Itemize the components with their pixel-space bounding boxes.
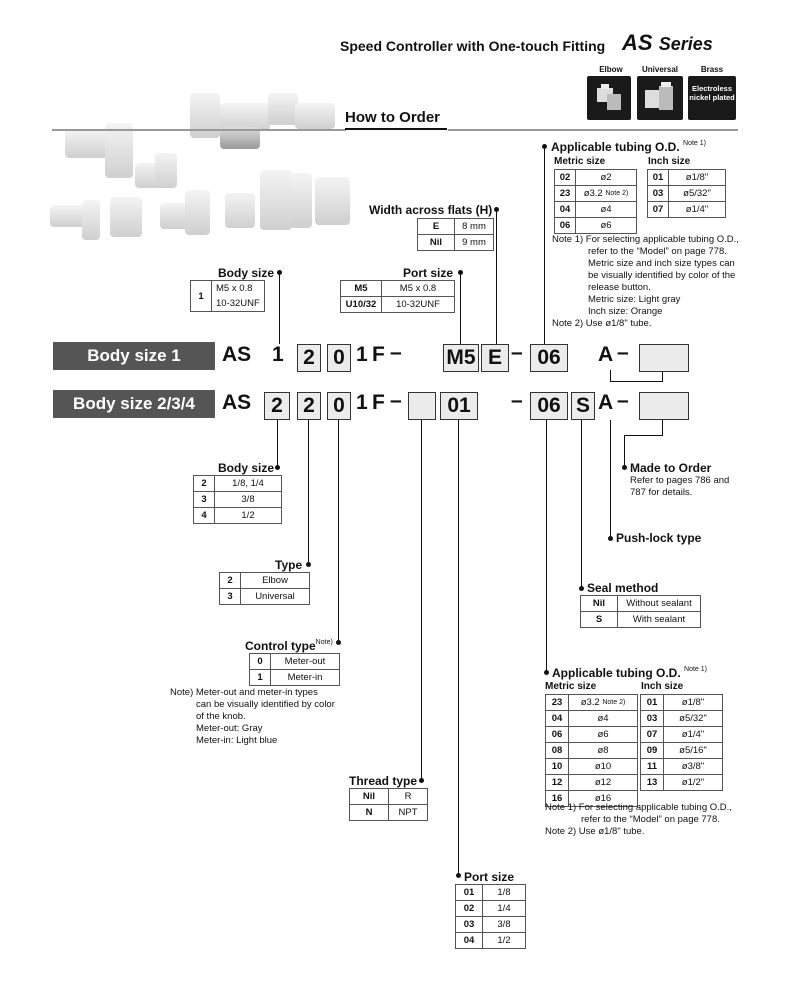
control-key: 1 bbox=[250, 670, 271, 686]
body-size-val: 1/8, 1/4 bbox=[215, 476, 282, 492]
tubing-note-sup: Note 2) bbox=[605, 190, 629, 197]
control-val: Meter-in bbox=[271, 670, 340, 686]
series-word: Series bbox=[658, 34, 713, 54]
note-line: Note 2) Use ø1/8" tube. bbox=[552, 318, 652, 329]
made-to-order-text bbox=[630, 475, 729, 499]
body-size-1-table bbox=[190, 280, 265, 312]
tubing-val: ø10 bbox=[569, 759, 638, 775]
tubing-key: 04 bbox=[555, 202, 576, 218]
type-val: Universal bbox=[241, 589, 310, 605]
tubing-2-metric-title: Metric size bbox=[545, 681, 597, 692]
tubing-key: 01 bbox=[648, 170, 669, 186]
tubing-key: 03 bbox=[648, 186, 669, 202]
tubing-key: 09 bbox=[641, 743, 664, 759]
callout-dot bbox=[456, 873, 461, 878]
tubing-key: 08 bbox=[546, 743, 569, 759]
brass-icon bbox=[688, 76, 736, 120]
callout-line bbox=[338, 420, 339, 642]
tubing-val: ø6 bbox=[569, 727, 638, 743]
body-size-key: 2 bbox=[194, 476, 215, 492]
callout-line bbox=[496, 211, 497, 344]
callout-line bbox=[279, 274, 280, 344]
tubing-1-note-ref: Note 1) bbox=[683, 140, 706, 147]
tubing-1-metric-table bbox=[554, 169, 637, 234]
body-size-2-title: Body size bbox=[218, 461, 275, 475]
port-size-1-key: M5 bbox=[341, 281, 382, 297]
tubing-val: ø4 bbox=[569, 711, 638, 727]
callout-dot bbox=[608, 536, 613, 541]
row2-digit: 1 bbox=[356, 391, 368, 414]
tubing-val: ø6 bbox=[576, 218, 637, 234]
tubing-key: 03 bbox=[641, 711, 664, 727]
control-type-note-ref: Note) bbox=[315, 639, 333, 646]
row1-body-size: 1 bbox=[272, 343, 284, 366]
callout-line bbox=[458, 420, 459, 876]
type-table bbox=[219, 572, 310, 605]
body-size-1-val1: M5 x 0.8 bbox=[212, 281, 265, 297]
port-val: 3/8 bbox=[483, 917, 526, 933]
callout-line bbox=[308, 420, 309, 564]
note-line: Refer to pages 786 and bbox=[630, 475, 730, 486]
type-key: 2 bbox=[220, 573, 241, 589]
tubing-2-title bbox=[552, 666, 707, 680]
tubing-2-note-ref: Note 1) bbox=[684, 666, 707, 673]
tubing-val: ø3/8" bbox=[664, 759, 723, 775]
push-lock-title: Push-lock type bbox=[616, 531, 702, 545]
note-line: Meter-out: Gray bbox=[196, 723, 263, 734]
seal-key: S bbox=[581, 612, 618, 628]
row1-digit: 1 bbox=[356, 343, 368, 366]
callout-dot bbox=[622, 465, 627, 470]
body-size-2-table bbox=[193, 475, 282, 524]
thread-val: R bbox=[389, 789, 428, 805]
control-key: 0 bbox=[250, 654, 271, 670]
tubing-1-inch-title: Inch size bbox=[648, 156, 691, 167]
row2-control-box: 0 bbox=[327, 392, 351, 420]
tubing-val: ø1/4" bbox=[669, 202, 726, 218]
port-size-2-table bbox=[455, 884, 526, 949]
control-type-title bbox=[245, 639, 333, 653]
icon-label-brass: Brass bbox=[700, 65, 724, 74]
callout-line bbox=[662, 420, 663, 436]
row2-body-size-box: 2 bbox=[264, 392, 290, 420]
note-line: refer to the “Model” on page 778. bbox=[588, 246, 727, 257]
tubing-val: ø3.2 bbox=[583, 188, 603, 199]
thread-val: NPT bbox=[389, 805, 428, 821]
tubing-val: ø4 bbox=[576, 202, 637, 218]
row1-port-box: M5 bbox=[443, 344, 479, 372]
brass-sublabel: Electroless nickel plated bbox=[689, 84, 735, 102]
control-type-table bbox=[249, 653, 340, 686]
tubing-val: ø3.2 bbox=[580, 697, 600, 708]
tubing-note-sup: Note 2) bbox=[602, 699, 626, 706]
connector-line bbox=[610, 381, 663, 382]
note-line: Inch size: Orange bbox=[588, 306, 663, 317]
type-val: Elbow bbox=[241, 573, 310, 589]
icon-label-universal: Universal bbox=[641, 65, 679, 74]
thread-type-title: Thread type bbox=[349, 774, 418, 788]
tubing-key: 23 bbox=[555, 186, 576, 202]
row2-f: F bbox=[372, 391, 385, 414]
tubing-key: 07 bbox=[648, 202, 669, 218]
tubing-key: 13 bbox=[641, 775, 664, 791]
row1-made-to-order-box bbox=[639, 344, 689, 372]
body-size-1-bar: Body size 1 bbox=[53, 342, 215, 370]
tubing-key: 16 bbox=[546, 791, 569, 807]
body-size-1-title: Body size bbox=[218, 266, 275, 280]
tubing-key: 12 bbox=[546, 775, 569, 791]
row1-dash2: – bbox=[511, 341, 523, 364]
callout-line bbox=[624, 435, 663, 436]
tubing-1-notes bbox=[552, 234, 772, 330]
note-line: can be visually identified by color bbox=[196, 699, 335, 710]
body-size-val: 1/2 bbox=[215, 508, 282, 524]
callout-dot bbox=[544, 670, 549, 675]
tubing-val: ø1/8" bbox=[664, 695, 723, 711]
port-size-1-title: Port size bbox=[403, 266, 454, 280]
port-key: 01 bbox=[456, 885, 483, 901]
port-size-2-title: Port size bbox=[464, 870, 515, 884]
tubing-1-title-text: Applicable tubing O.D. bbox=[551, 140, 680, 154]
tubing-key: 02 bbox=[555, 170, 576, 186]
seal-key: Nil bbox=[581, 596, 618, 612]
elbow-icon bbox=[587, 76, 631, 120]
seal-val: With sealant bbox=[618, 612, 701, 628]
header-rule-right bbox=[448, 129, 738, 131]
icon-label-elbow: Elbow bbox=[599, 65, 623, 74]
tubing-1-title bbox=[551, 140, 706, 154]
row2-dash: – bbox=[390, 389, 402, 412]
row1-width-box: E bbox=[481, 344, 509, 372]
width-flats-key: Nil bbox=[418, 235, 455, 251]
row1-type-box: 2 bbox=[297, 344, 321, 372]
seal-method-title: Seal method bbox=[587, 581, 659, 595]
thread-key: Nil bbox=[350, 789, 389, 805]
tubing-val: ø8 bbox=[569, 743, 638, 759]
note-line: 787 for details. bbox=[630, 487, 693, 498]
port-val: 1/8 bbox=[483, 885, 526, 901]
callout-dot bbox=[275, 465, 280, 470]
row1-a: A bbox=[598, 343, 614, 366]
tubing-key: 06 bbox=[555, 218, 576, 234]
tubing-2-metric-table bbox=[545, 694, 638, 807]
thread-key: N bbox=[350, 805, 389, 821]
tubing-1-inch-table bbox=[647, 169, 726, 218]
width-flats-val: 9 mm bbox=[455, 235, 494, 251]
type-key: 3 bbox=[220, 589, 241, 605]
port-size-1-table bbox=[340, 280, 455, 313]
port-size-1-key: U10/32 bbox=[341, 297, 382, 313]
row2-dash3: – bbox=[617, 389, 629, 412]
type-title: Type bbox=[275, 558, 303, 572]
row2-made-to-order-box bbox=[639, 392, 689, 420]
body-size-key: 3 bbox=[194, 492, 215, 508]
note-line: be visually identified by color of the bbox=[588, 270, 736, 281]
note-line: Meter-in: Light blue bbox=[196, 735, 278, 746]
note-line: Note 2) Use ø1/8" tube. bbox=[545, 826, 645, 837]
port-key: 03 bbox=[456, 917, 483, 933]
control-val: Meter-out bbox=[271, 654, 340, 670]
width-flats-title: Width across flats (H) bbox=[369, 203, 493, 217]
tubing-key: 11 bbox=[641, 759, 664, 775]
universal-icon bbox=[637, 76, 683, 120]
row2-type-box: 2 bbox=[297, 392, 321, 420]
tubing-val: ø1/2" bbox=[664, 775, 723, 791]
connector-line bbox=[610, 370, 611, 382]
tubing-val: ø5/32" bbox=[669, 186, 726, 202]
note-line: Note) Meter-out and meter-in types bbox=[170, 687, 318, 698]
port-key: 04 bbox=[456, 933, 483, 949]
note-line: Metric size and inch size types can bbox=[588, 258, 735, 269]
width-flats-val: 8 mm bbox=[455, 219, 494, 235]
tubing-val: ø16 bbox=[569, 791, 638, 807]
callout-line bbox=[277, 420, 278, 468]
tubing-val: ø12 bbox=[569, 775, 638, 791]
body-size-key: 4 bbox=[194, 508, 215, 524]
tubing-2-notes bbox=[545, 802, 775, 838]
product-photo bbox=[50, 85, 350, 245]
body-size-234-bar: Body size 2/3/4 bbox=[53, 390, 215, 418]
callout-dot bbox=[419, 778, 424, 783]
tubing-key: 07 bbox=[641, 727, 664, 743]
made-to-order-title: Made to Order bbox=[630, 461, 712, 475]
thread-type-table bbox=[349, 788, 428, 821]
callout-line bbox=[624, 435, 625, 468]
tubing-key: 06 bbox=[546, 727, 569, 743]
callout-dot bbox=[336, 640, 341, 645]
callout-line bbox=[460, 274, 461, 344]
row1-tubing-box: 06 bbox=[530, 344, 568, 372]
tubing-2-inch-title: Inch size bbox=[641, 681, 684, 692]
row2-as: AS bbox=[222, 391, 252, 414]
tubing-key: 01 bbox=[641, 695, 664, 711]
body-size-1-key: 1 bbox=[191, 281, 212, 312]
tubing-val: ø1/8" bbox=[669, 170, 726, 186]
seal-method-table bbox=[580, 595, 701, 628]
control-type-notes bbox=[170, 687, 360, 747]
tubing-key: 23 bbox=[546, 695, 569, 711]
note-line: refer to the “Model” on page 778. bbox=[581, 814, 720, 825]
note-line: Metric size: Light gray bbox=[588, 294, 681, 305]
row1-dash: – bbox=[390, 341, 402, 364]
row1-control-box: 0 bbox=[327, 344, 351, 372]
row2-port-box: 01 bbox=[440, 392, 478, 420]
callout-line bbox=[546, 420, 547, 672]
series-code: AS bbox=[622, 30, 653, 55]
width-flats-table bbox=[417, 218, 494, 251]
header-rule bbox=[52, 129, 346, 131]
port-size-1-val: 10-32UNF bbox=[382, 297, 455, 313]
row1-f: F bbox=[372, 343, 385, 366]
body-size-1-val2: 10-32UNF bbox=[212, 296, 265, 312]
tubing-val: ø5/16" bbox=[664, 743, 723, 759]
tubing-2-inch-table bbox=[640, 694, 723, 791]
width-flats-key: E bbox=[418, 219, 455, 235]
port-val: 1/4 bbox=[483, 901, 526, 917]
note-line: of the knob. bbox=[196, 711, 246, 722]
seal-val: Without sealant bbox=[618, 596, 701, 612]
callout-line bbox=[421, 420, 422, 780]
tubing-1-metric-title: Metric size bbox=[554, 156, 606, 167]
control-type-title-text: Control type bbox=[245, 639, 316, 653]
row2-thread-box bbox=[408, 392, 436, 420]
note-line: release button. bbox=[588, 282, 651, 293]
port-val: 1/2 bbox=[483, 933, 526, 949]
callout-dot bbox=[579, 586, 584, 591]
page-header-title: Speed Controller with One-touch Fitting bbox=[340, 38, 606, 54]
tubing-val: ø2 bbox=[576, 170, 637, 186]
callout-line bbox=[581, 420, 582, 588]
how-to-order-heading: How to Order bbox=[345, 109, 441, 126]
series-title bbox=[622, 30, 713, 56]
note-line: Note 1) For selecting applicable tubing O.D., bbox=[552, 234, 739, 245]
tubing-val: ø5/32" bbox=[664, 711, 723, 727]
port-size-1-val: M5 x 0.8 bbox=[382, 281, 455, 297]
row2-seal-box: S bbox=[571, 392, 595, 420]
tubing-key: 10 bbox=[546, 759, 569, 775]
port-key: 02 bbox=[456, 901, 483, 917]
callout-line bbox=[544, 148, 545, 344]
callout-dot bbox=[306, 562, 311, 567]
callout-line bbox=[610, 420, 611, 538]
row2-a: A bbox=[598, 391, 614, 414]
tubing-key: 04 bbox=[546, 711, 569, 727]
note-line: Note 1) For selecting applicable tubing O.D., bbox=[545, 802, 732, 813]
tubing-val: ø1/4" bbox=[664, 727, 723, 743]
row1-as: AS bbox=[222, 343, 252, 366]
tubing-2-title-text: Applicable tubing O.D. bbox=[552, 666, 681, 680]
row2-dash2: – bbox=[511, 389, 523, 412]
body-size-val: 3/8 bbox=[215, 492, 282, 508]
row2-tubing-box: 06 bbox=[530, 392, 568, 420]
row1-dash3: – bbox=[617, 341, 629, 364]
how-to-order-underline bbox=[345, 128, 447, 130]
